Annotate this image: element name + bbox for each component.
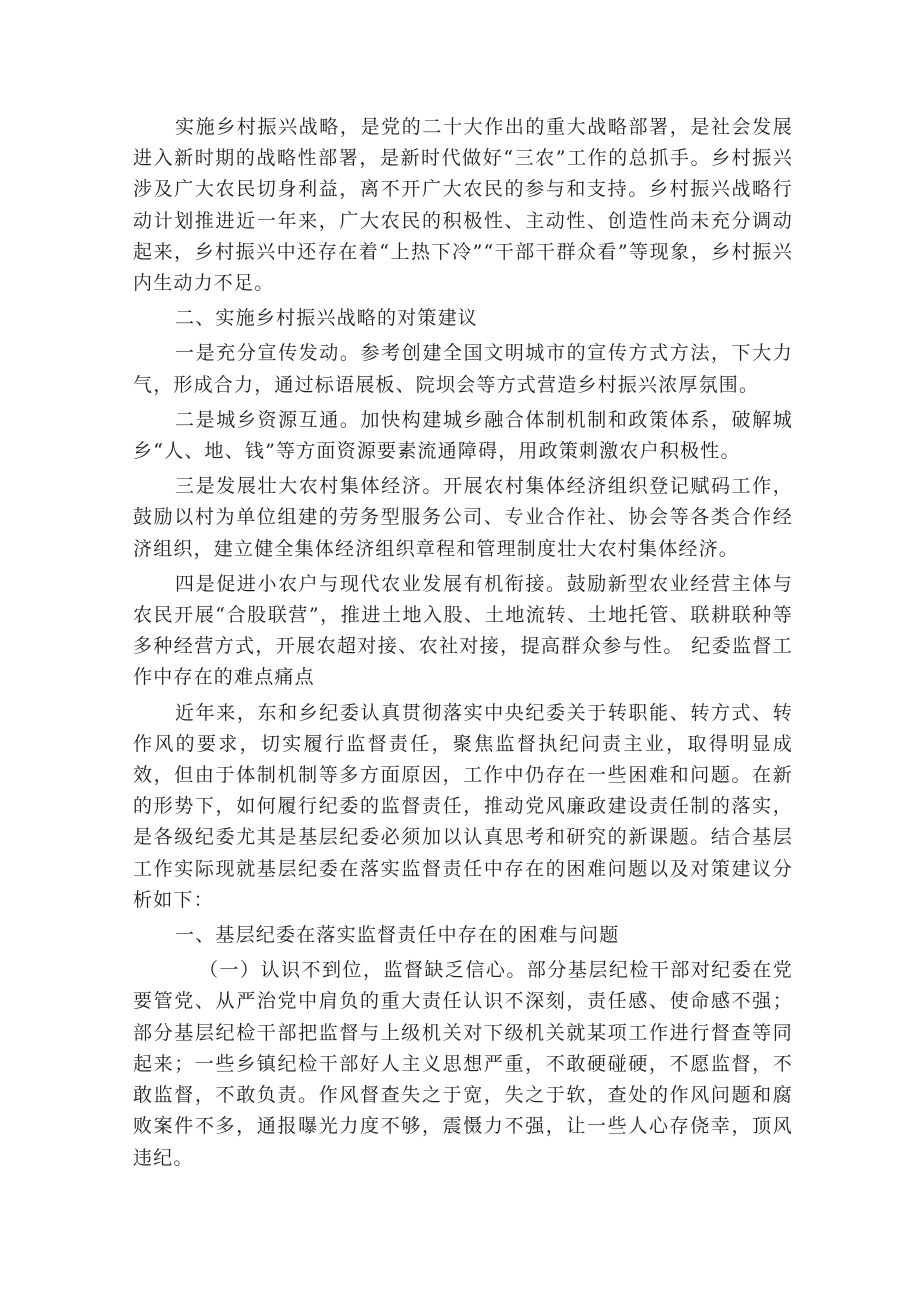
section-heading-countermeasures: 二、实施乡村振兴战略的对策建议 xyxy=(175,307,479,330)
measure-paragraph-4: 四是促进小农户与现代农业发展有机衔接。鼓励新型农业经营主体与农民开展“合股联营”，推进土地入股、土地流转、土地托管、联耕联种等多种经营方式，开展农超对接、农社对接，提高群众参与性。 纪委监督工作中存在的难点痛点 xyxy=(133,572,793,689)
intro-paragraph: 实施乡村振兴战略，是党的二十大作出的重大战略部署，是社会发展进入新时期的战略性部署，是新时代做好“三农”工作的总抓手。乡村振兴涉及广大农民切身利益，离不开广大农民的参与和支持。乡村振兴战略行动计划推进近一年来，广大农民的积极性、主动性、创造性尚未充分调动起来，乡村振兴中还存在着“上热下冷”“干部干群众看”等现象，乡村振兴内生动力不足。 xyxy=(133,116,793,295)
document-body xyxy=(133,112,793,1178)
discipline-intro-paragraph: 近年来，东和乡纪委认真贯彻落实中央纪委关于转职能、转方式、转作风的要求，切实履行监督责任，聚焦监督执纪问责主业，取得明显成效，但由于体制机制等多方面原因，工作中仍存在一些困难和问题。在新的形势下，如何履行纪委的监督责任，推动党风廉政建设责任制的落实，是各级纪委尤其是基层纪委必须加以认真思考和研究的新课题。结合基层工作实际现就基层纪委在落实监督责任中存在的困难问题以及对策建议分析如下： xyxy=(133,701,793,911)
measure-paragraph-3: 三是发展壮大农村集体经济。开展农村集体经济组织登记赋码工作，鼓励以村为单位组建的劳务型服务公司、专业合作社、协会等各类合作经济组织，建立健全集体经济组织章程和管理制度壮大农村集体经济。 xyxy=(133,475,793,560)
section-heading-difficulties: 一、基层纪委在落实监督责任中存在的困难与问题 xyxy=(175,924,620,947)
measure-paragraph-2: 二是城乡资源互通。加快构建城乡融合体制机制和政策体系，破解城乡“人、地、钱”等方面资源要素流通障碍，用政策刺激农户积极性。 xyxy=(133,408,793,463)
difficulty-paragraph-1: （一）认识不到位，监督缺乏信心。部分基层纪检干部对纪委在党要管党、从严治党中肩负的重大责任认识不深刻，责任感、使命感不强；部分基层纪检干部把监督与上级机关对下级机关就某项工作进行督查等同起来；一些乡镇纪检干部好人主义思想严重，不敢硬碰硬，不愿监督，不敢监督，不敢负责。作风督查失之于宽，失之于软，查处的作风问题和腐败案件不多，通报曝光力度不够，震慑力不强，让一些人心存侥幸，顶风违纪。 xyxy=(133,959,793,1169)
measure-paragraph-1: 一是充分宣传发动。参考创建全国文明城市的宣传方式方法，下大力气，形成合力，通过标语展板、院坝会等方式营造乡村振兴浓厚氛围。 xyxy=(133,342,793,396)
